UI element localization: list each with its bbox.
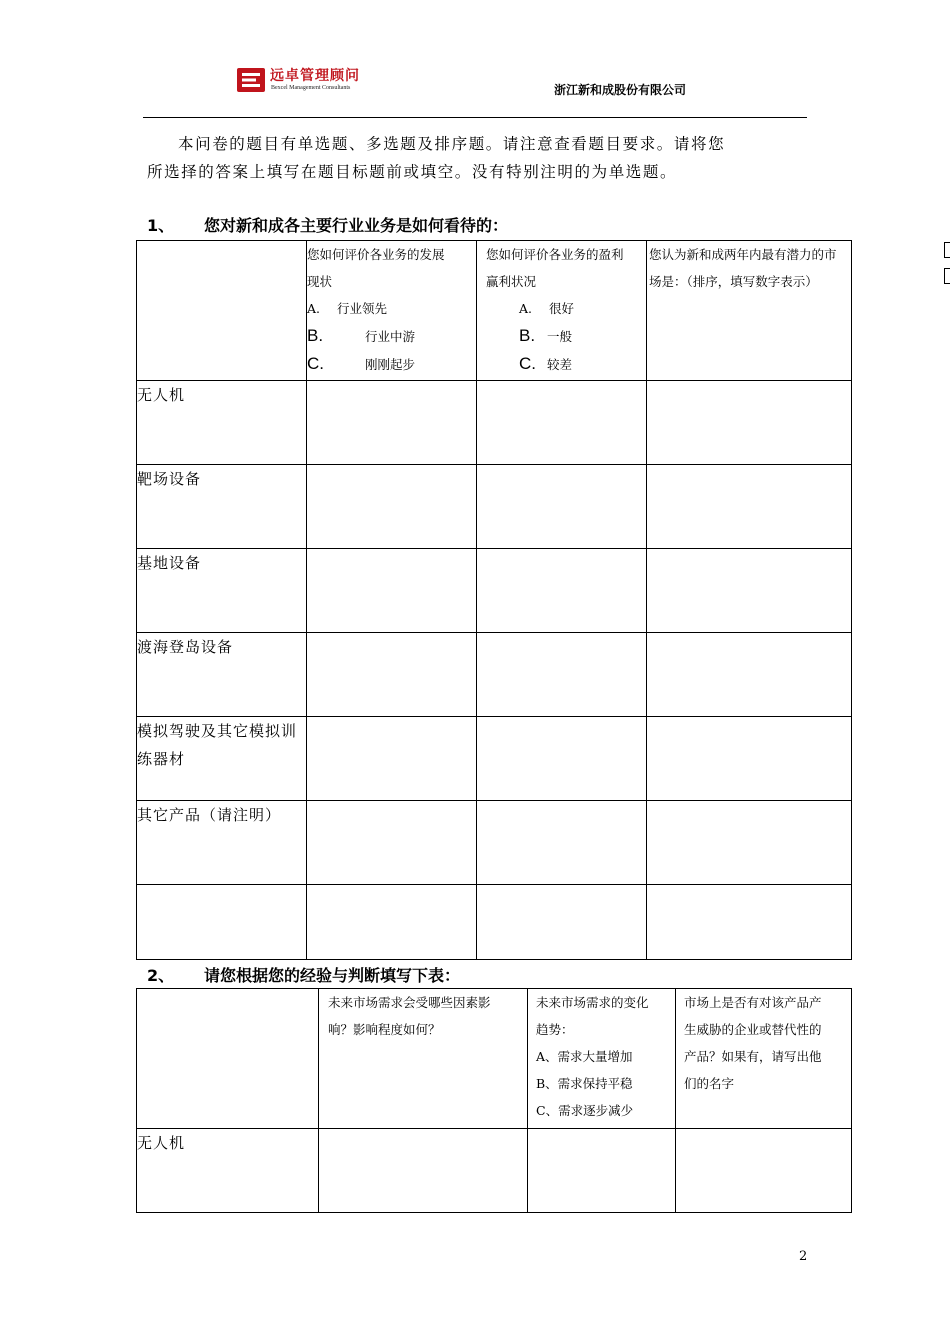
q2-col1-line1: 未来市场需求会受哪些因素影 [328, 995, 491, 1010]
answer-cell[interactable] [307, 717, 477, 801]
row-label: 渡海登岛设备 [137, 633, 307, 717]
q1-col3-line1: 您认为新和成两年内最有潜力的市 [649, 247, 837, 262]
row-label: 模拟驾驶及其它模拟训练器材 [137, 717, 307, 801]
q1-col2-line2: 赢利状况 [486, 274, 537, 289]
table-row [137, 717, 852, 801]
margin-mark [944, 242, 950, 258]
q2-col1-header [319, 989, 528, 1129]
q1-col3-line2: 场是：（排序，填写数字表示） [649, 274, 818, 289]
question-1-number: 1、 [147, 216, 175, 235]
question-2-title: 请您根据您的经验与判断填写下表： [204, 966, 461, 985]
q2-col2-option-c: C、需求逐步减少 [536, 1103, 634, 1118]
q2-col3-header [676, 989, 852, 1129]
q1-col1-header [307, 241, 477, 381]
logo-text-en: Bexcel Management Consultants [271, 85, 351, 91]
answer-cell[interactable] [307, 633, 477, 717]
question-2-header-row [137, 989, 852, 1129]
consultant-logo [237, 66, 377, 96]
q2-col2-option-a: A、需求大量增加 [536, 1049, 633, 1064]
table-row [137, 633, 852, 717]
q2-col1-line2: 响？影响程度如何？ [328, 1022, 441, 1037]
answer-cell[interactable] [528, 1129, 676, 1213]
logo-emblem-icon [237, 66, 265, 94]
header-divider [143, 117, 807, 118]
question-2-number: 2、 [147, 966, 175, 985]
company-name: 浙江新和成股份有限公司 [554, 83, 687, 97]
table-row [137, 885, 852, 960]
answer-cell[interactable] [477, 465, 647, 549]
answer-cell[interactable] [477, 549, 647, 633]
intro-line-1: 本问卷的题目有单选题、多选题及排序题。请注意查看题目要求。请将您 [178, 135, 726, 153]
row-label: 基地设备 [137, 549, 307, 633]
question-1-header-row [137, 241, 852, 381]
intro-line-2: 所选择的答案上填写在题目标题前或填空。没有特别注明的为单选题。 [147, 163, 678, 181]
q2-col3-line3: 产品？如果有，请写出他 [684, 1049, 822, 1064]
q1-col2-option-b: B. 一般 [519, 326, 573, 345]
answer-cell[interactable] [647, 801, 852, 885]
answer-cell[interactable] [307, 465, 477, 549]
q1-col3-header [647, 241, 852, 381]
logo-text-cn: 远卓管理顾问 [270, 68, 360, 84]
margin-mark [944, 268, 950, 284]
table-row [137, 549, 852, 633]
row-label: 无人机 [137, 1129, 319, 1213]
q2-col2-header [528, 989, 676, 1129]
q1-col1-option-c: C. 刚刚起步 [307, 354, 416, 373]
table-row [137, 1129, 852, 1213]
q2-col2-line1: 未来市场需求的变化 [536, 995, 649, 1010]
answer-cell[interactable] [676, 1129, 852, 1213]
question-1-table [136, 240, 852, 960]
question-1-heading [147, 213, 508, 236]
row-label [137, 885, 307, 960]
table-row [137, 465, 852, 549]
q1-col1-option-b: B. 行业中游 [307, 326, 416, 345]
table-row [137, 801, 852, 885]
answer-cell[interactable] [307, 381, 477, 465]
intro-paragraph [147, 130, 811, 186]
row-label: 靶场设备 [137, 465, 307, 549]
answer-cell[interactable] [307, 801, 477, 885]
q1-col2-option-a: A. 很好 [519, 301, 575, 316]
q2-col2-option-b: B、需求保持平稳 [536, 1076, 633, 1091]
page-number: 2 [799, 1249, 808, 1264]
row-label: 其它产品（请注明） [137, 801, 307, 885]
question-2-heading [147, 963, 460, 986]
header-blank-cell [137, 989, 319, 1129]
question-1-title: 您对新和成各主要行业业务是如何看待的： [204, 216, 509, 235]
answer-cell[interactable] [477, 381, 647, 465]
answer-cell[interactable] [477, 885, 647, 960]
q1-col1-line1: 您如何评价各业务的发展 [307, 247, 445, 262]
answer-cell[interactable] [477, 633, 647, 717]
answer-cell[interactable] [307, 885, 477, 960]
answer-cell[interactable] [647, 885, 852, 960]
q1-col1-option-a: A. 行业领先 [307, 301, 388, 316]
header-blank-cell [137, 241, 307, 381]
q2-col3-line1: 市场上是否有对该产品产 [684, 995, 822, 1010]
q2-col3-line2: 生威胁的企业或替代性的 [684, 1022, 822, 1037]
answer-cell[interactable] [647, 381, 852, 465]
answer-cell[interactable] [647, 717, 852, 801]
answer-cell[interactable] [477, 717, 647, 801]
q1-col1-line2: 现状 [307, 274, 333, 289]
q1-col2-header [477, 241, 647, 381]
row-label: 无人机 [137, 381, 307, 465]
q1-col2-option-c: C. 较差 [519, 354, 573, 373]
answer-cell[interactable] [647, 633, 852, 717]
q2-col2-line2: 趋势： [536, 1022, 574, 1037]
answer-cell[interactable] [477, 801, 647, 885]
q2-col3-line4: 们的名字 [684, 1076, 735, 1091]
table-row [137, 381, 852, 465]
q1-col2-line1: 您如何评价各业务的盈利 [486, 247, 624, 262]
answer-cell[interactable] [647, 549, 852, 633]
answer-cell[interactable] [319, 1129, 528, 1213]
question-2-table [136, 988, 852, 1213]
answer-cell[interactable] [307, 549, 477, 633]
answer-cell[interactable] [647, 465, 852, 549]
